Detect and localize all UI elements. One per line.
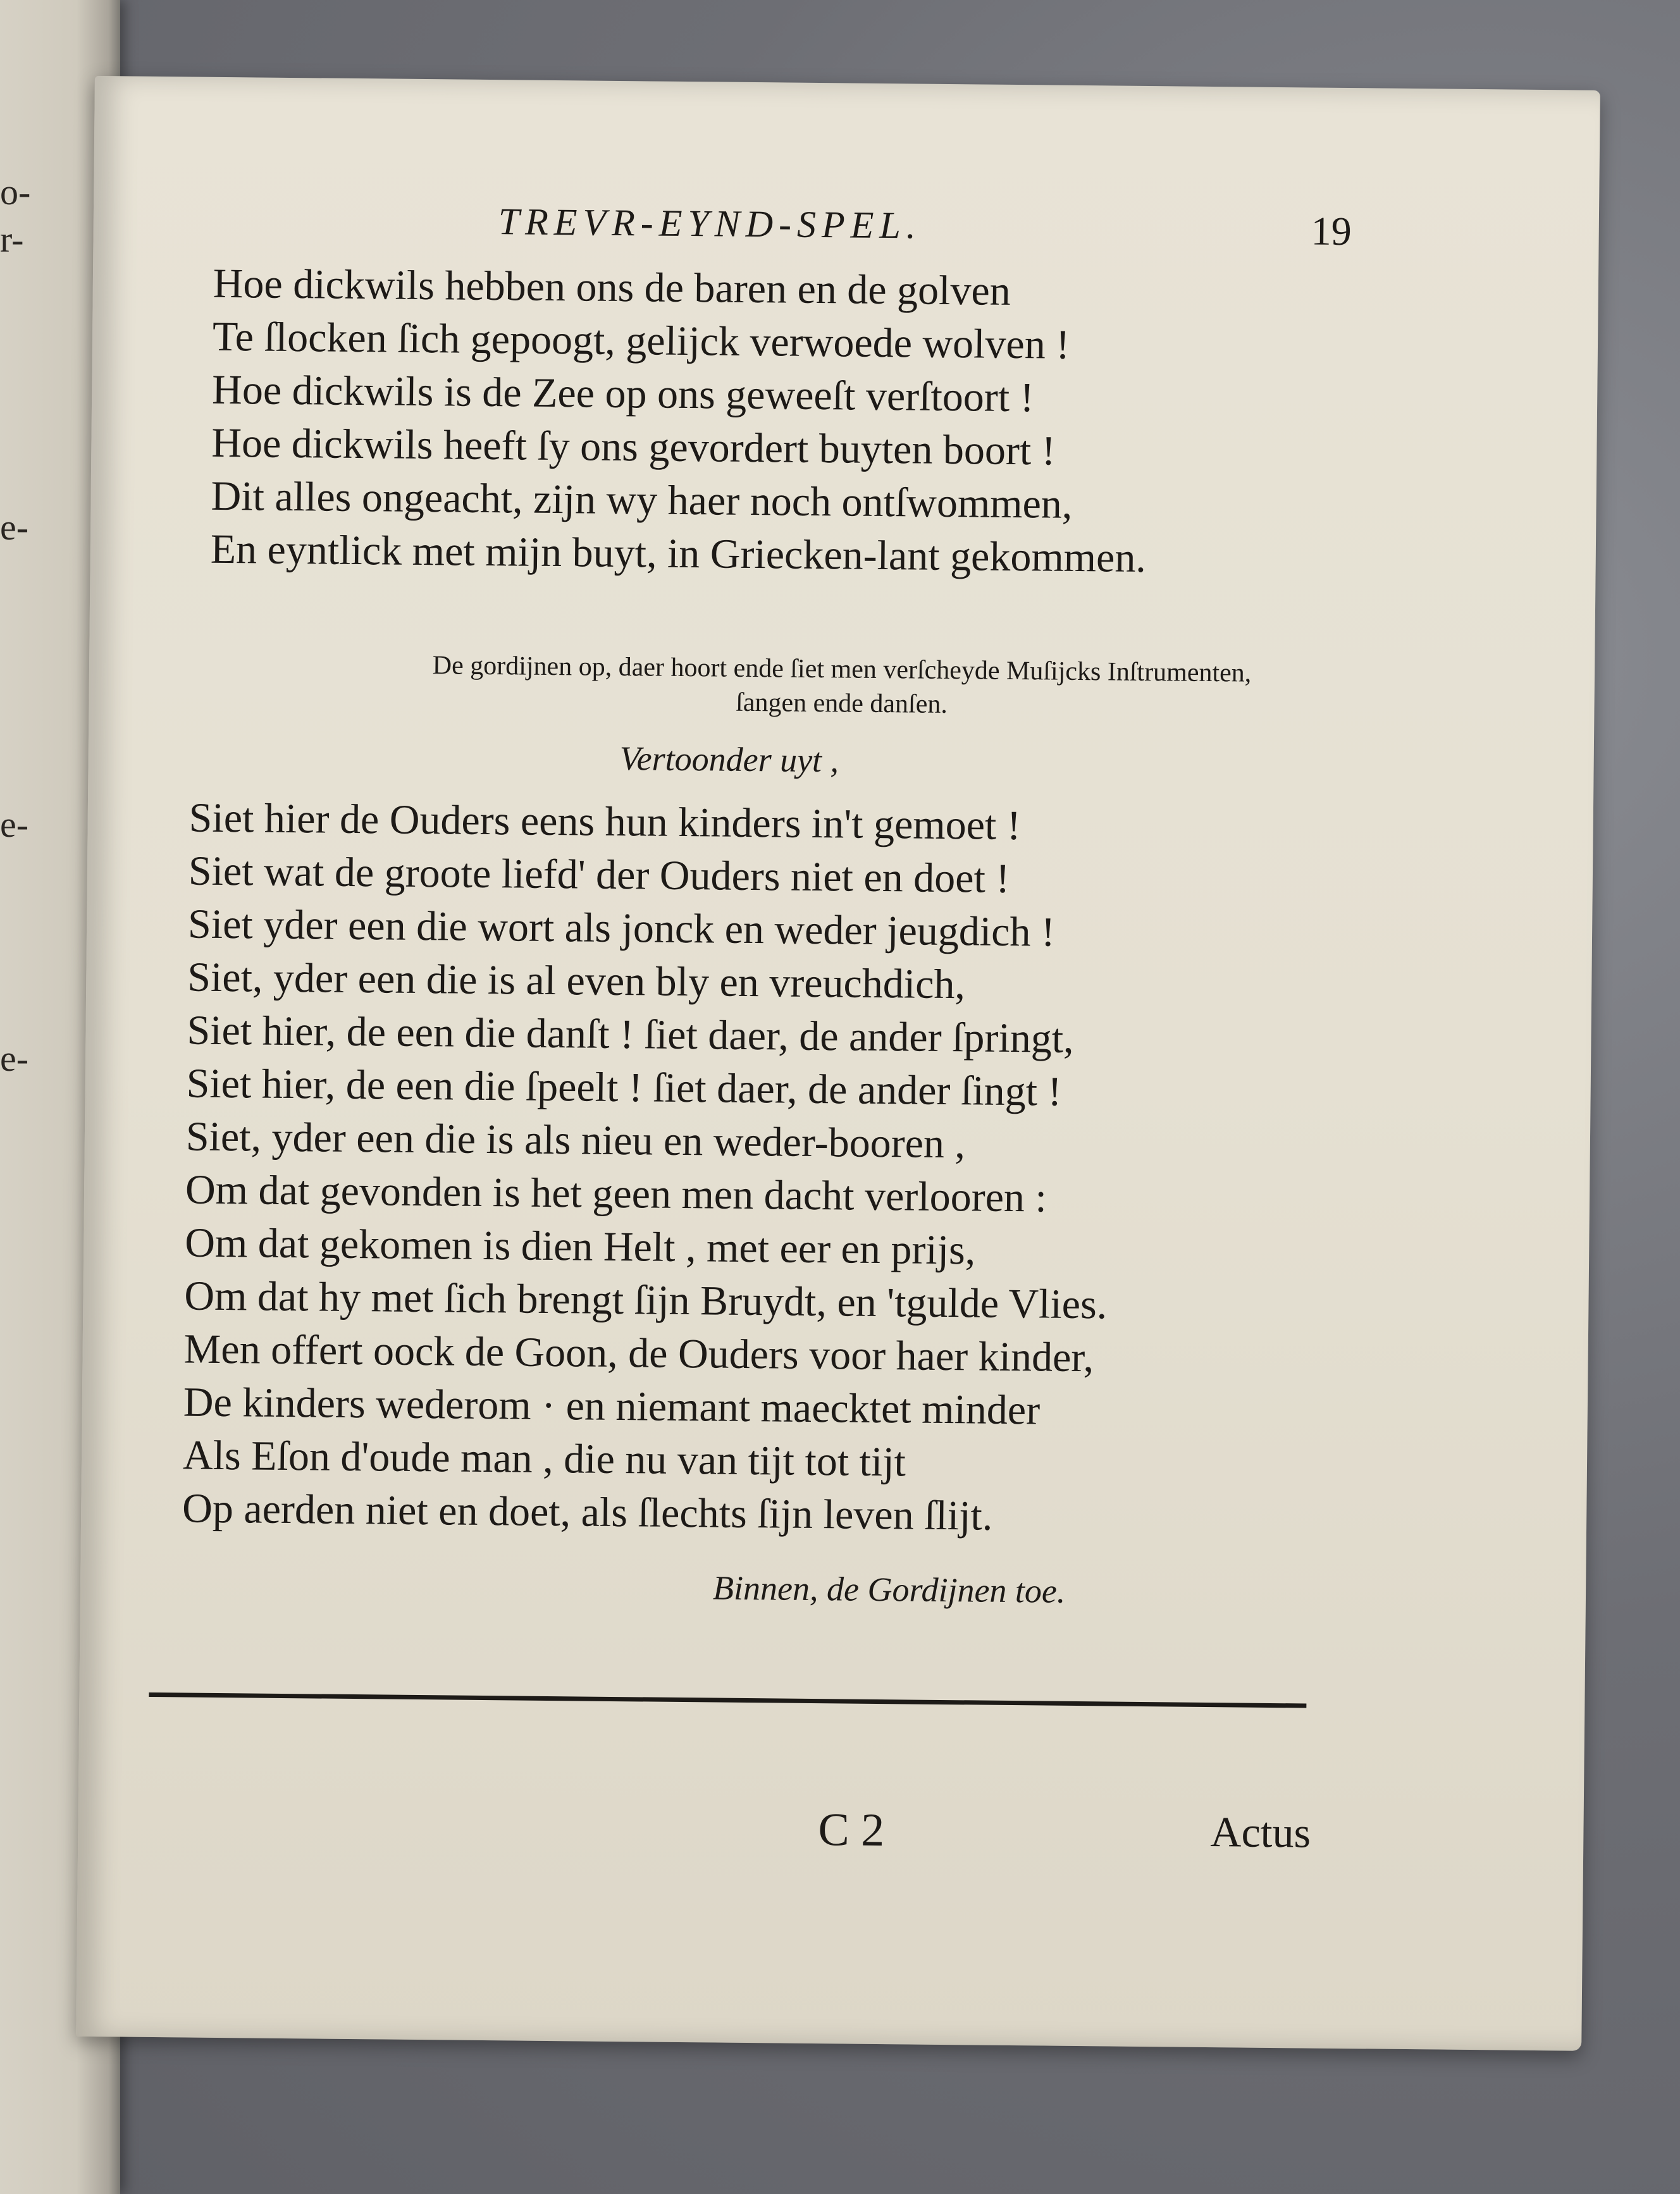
- exit-direction: Binnen, de Gordijnen toe.: [712, 1568, 1066, 1610]
- verse-line: Als Eſon d'oude man , die nu van tijt tot tijt: [182, 1432, 906, 1486]
- verse-block-2: [182, 791, 1112, 1544]
- horizontal-rule: [149, 1692, 1306, 1708]
- verse-line: En eyntlick met mijn buyt, in Griecken-lant gekommen.: [210, 526, 1147, 581]
- verse-block-1: [210, 257, 1149, 585]
- verse-line: Hoe dickwils hebben ons de baren en de golven: [213, 260, 1011, 314]
- verse-line: Op aerden niet en doet, als ſlechts ſijn leven ſlijt.: [182, 1485, 993, 1539]
- verse-line: Te ſlocken ſich gepoogt, gelijck verwoede wolven !: [212, 313, 1070, 368]
- verse-line: Siet, yder een die is als nieu en weder-booren ,: [185, 1113, 966, 1168]
- running-head: TREVR-EYND-SPEL.: [498, 200, 922, 247]
- page-number: 19: [1311, 208, 1352, 254]
- verse-line: Siet hier de Ouders eens hun kinders in't gemoet !: [188, 794, 1022, 849]
- verse-line: De kinders wederom · en niemant maecktet minder: [183, 1379, 1041, 1434]
- verse-line: Om dat gevonden is het geen men dacht verlooren :: [185, 1166, 1047, 1221]
- catchword: Actus: [1210, 1808, 1311, 1857]
- verse-line: Hoe dickwils is de Zee op ons geweeſt verſtoort !: [211, 366, 1035, 421]
- verse-line: Dit alles ongeacht, zijn wy haer noch ontſwommen,: [211, 472, 1073, 527]
- book-page: [76, 76, 1600, 2051]
- left-page-fragment: o-: [0, 171, 31, 213]
- left-page-fragment: e-: [0, 507, 29, 548]
- left-page-fragment: e-: [0, 1038, 29, 1079]
- verse-line: Om dat hy met ſich brengt ſijn Bruydt, en 'tgulde Vlies.: [184, 1273, 1108, 1328]
- verse-line: Siet wat de groote liefd' der Ouders niet en doet !: [188, 847, 1010, 902]
- verse-line: Siet, yder een die is al even bly en vreuchdich,: [187, 954, 966, 1008]
- stage-direction-line: ſangen ende danſen.: [735, 687, 948, 719]
- verse-line: Siet yder een die wort als jonck en weder jeugdich !: [187, 901, 1056, 956]
- verse-line: Om dat gekomen is dien Helt , met eer en prijs,: [184, 1219, 976, 1274]
- verse-line: Siet hier, de een die ſpeelt ! ſiet daer, de ander ſingt !: [186, 1060, 1062, 1115]
- stage-direction: [240, 646, 1443, 726]
- signature-mark: C 2: [818, 1804, 885, 1857]
- left-page-fragment: e-: [0, 804, 29, 845]
- left-page-fragment: r-: [0, 219, 24, 260]
- verse-line: Men offert oock de Goon, de Ouders voor haer kinder,: [183, 1326, 1094, 1381]
- stage-direction-line: De gordijnen op, daer hoort ende ſiet men verſcheyde Muſijcks Inſtrumenten,: [432, 651, 1252, 688]
- verse-line: Siet hier, de een die danſt ! ſiet daer, de ander ſpringt,: [187, 1007, 1074, 1062]
- verse-line: Hoe dickwils heeft ſy ons gevordert buyten boort !: [211, 419, 1056, 474]
- speaker-heading: Vertoonder uyt ,: [619, 739, 839, 780]
